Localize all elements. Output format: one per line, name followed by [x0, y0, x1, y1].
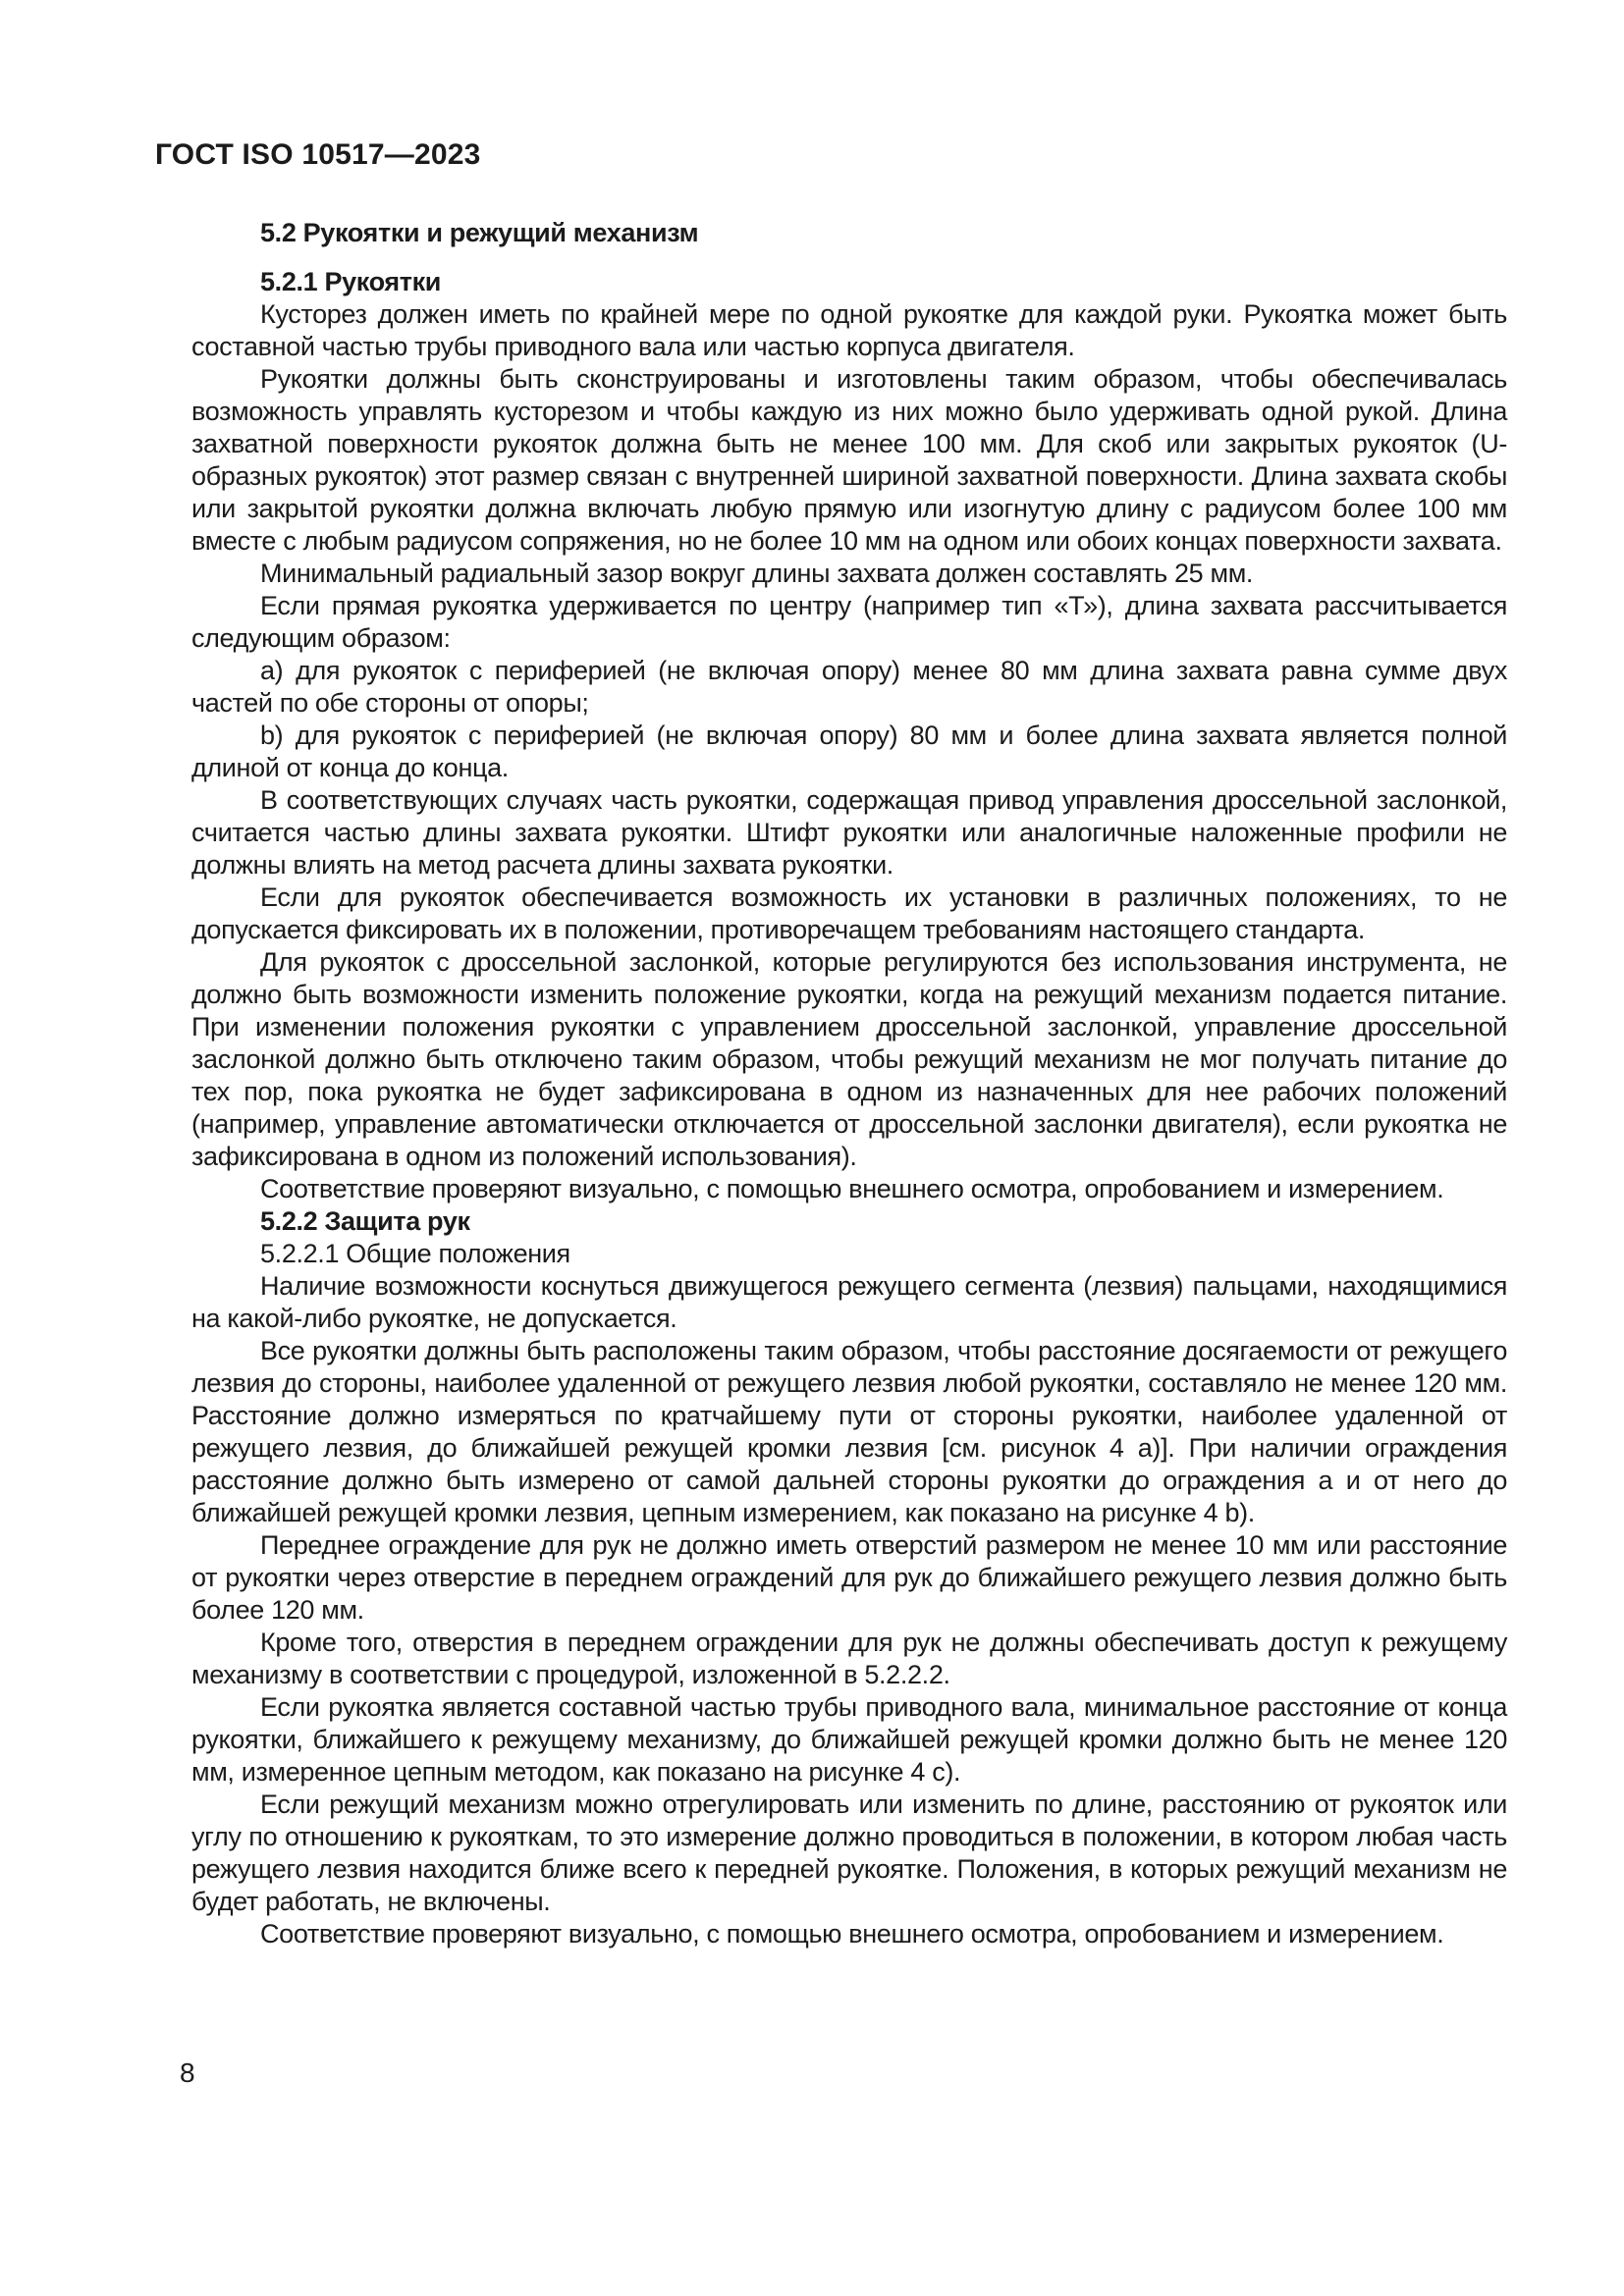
- paragraph: Все рукоятки должны быть расположены таким образом, чтобы расстояние досягаемости от режущего лезвия до стороны, наиболее удаленной от режущего лезвия любой рукоятки, составляло не менее 120 мм. Расстояние должно измеряться по кратчайшему пути от стороны рукоятки, наиболее удаленной от режущего лезвия, до ближайшей режущей кромки лезвия [см. рисунок 4 a)]. При наличии ограждения расстояние должно быть измерено от самой дальней стороны рукоятки до ограждения а и от него до ближайшей режущей кромки лезвия, цепным измерением, как показано на рисунке 4 b).: [191, 1336, 1507, 1527]
- running-header: ГОСТ ISO 10517—2023: [155, 138, 481, 171]
- section-heading-5-2-2: 5.2.2 Защита рук: [260, 1206, 470, 1236]
- paragraph: Соответствие проверяют визуально, с помощью внешнего осмотра, опробованием и измерением.: [260, 1174, 1444, 1203]
- paragraph: Соответствие проверяют визуально, с помощью внешнего осмотра, опробованием и измерением.: [260, 1919, 1444, 1949]
- list-item-a: a) для рукояток с периферией (не включая опору) менее 80 мм длина захвата равна сумме двух частей по обе стороны от опоры;: [191, 656, 1507, 718]
- paragraph: Для рукояток с дроссельной заслонкой, которые регулируются без использования инструмента, не должно быть возможности изменить положение рукоятки, когда на режущий механизм подается питание. При изменении положения рукоятки с управлением дроссельной заслонкой, управление дроссельной заслонкой должно быть отключено таким образом, чтобы режущий механизм не мог получать питание до тех пор, пока рукоятка не будет зафиксирована в одном из назначенных для нее рабочих положений (например, управление автоматически отключается от дроссельной заслонки двигателя), если рукоятка не зафиксирована в одном из положений использования).: [191, 947, 1507, 1171]
- paragraph: Кусторез должен иметь по крайней мере по одной рукоятке для каждой руки. Рукоятка может быть составной частью трубы приводного вала или частью корпуса двигателя.: [191, 299, 1507, 361]
- paragraph: Переднее ограждение для рук не должно иметь отверстий размером не менее 10 мм или расстояние от рукоятки через отверстие в переднем ограждений для рук до ближайшего режущего лезвия должно быть более 120 мм.: [191, 1530, 1507, 1625]
- paragraph: Если для рукояток обеспечивается возможность их установки в различных положениях, то не допускается фиксировать их в положении, противоречащем требованиям настоящего стандарта.: [191, 882, 1507, 944]
- paragraph: Если режущий механизм можно отрегулировать или изменить по длине, расстоянию от рукояток или углу по отношению к рукояткам, то это измерение должно проводиться в положении, в котором любая часть режущего лезвия находится ближе всего к передней рукоятке. Положения, в которых режущий механизм не будет работать, не включены.: [191, 1789, 1507, 1916]
- section-heading-5-2: 5.2 Рукоятки и режущий механизм: [260, 218, 699, 247]
- paragraph: В соответствующих случаях часть рукоятки, содержащая привод управления дроссельной заслонкой, считается частью длины захвата рукоятки. Штифт рукоятки или аналогичные наложенные профили не должны влиять на метод расчета длины захвата рукоятки.: [191, 785, 1507, 880]
- text-block: [191, 217, 1507, 1950]
- paragraph: Рукоятки должны быть сконструированы и изготовлены таким образом, чтобы обеспечивалась возможность управлять кусторезом и чтобы каждую из них можно было удерживать одной рукой. Длина захватной поверхности рукояток должна быть не менее 100 мм. Для скоб или закрытых рукояток (U-образных рукояток) этот размер связан с внутренней шириной захватной поверхности. Длина захвата скобы или закрытой рукоятки должна включать любую прямую или изогнутую длину с радиусом более 100 мм вместе с любым радиусом сопряжения, но не более 10 мм на одном или обоих концах поверхности захвата.: [191, 364, 1507, 556]
- paragraph: Наличие возможности коснуться движущегося режущего сегмента (лезвия) пальцами, находящимися на какой-либо рукоятке, не допускается.: [191, 1271, 1507, 1333]
- section-heading-5-2-1: 5.2.1 Рукоятки: [260, 267, 442, 296]
- paragraph: Если рукоятка является составной частью трубы приводного вала, минимальное расстояние от конца рукоятки, ближайшего к режущему механизму, до ближайшей режущей кромки должно быть не менее 120 мм, измеренное цепным методом, как показано на рисунке 4 c).: [191, 1692, 1507, 1787]
- section-heading-5-2-2-1: 5.2.2.1 Общие положения: [260, 1239, 570, 1268]
- paragraph: Если прямая рукоятка удерживается по центру (например тип «Т»), длина захвата рассчитывается следующим образом:: [191, 591, 1507, 653]
- paragraph: Минимальный радиальный зазор вокруг длины захвата должен составлять 25 мм.: [260, 559, 1254, 588]
- paragraph: Кроме того, отверстия в переднем ограждении для рук не должны обеспечивать доступ к режущему механизму в соответствии с процедурой, изложенной в 5.2.2.2.: [191, 1628, 1507, 1689]
- page-number: 8: [180, 2057, 195, 2088]
- list-item-b: b) для рукояток с периферией (не включая опору) 80 мм и более длина захвата является полной длиной от конца до конца.: [191, 721, 1507, 782]
